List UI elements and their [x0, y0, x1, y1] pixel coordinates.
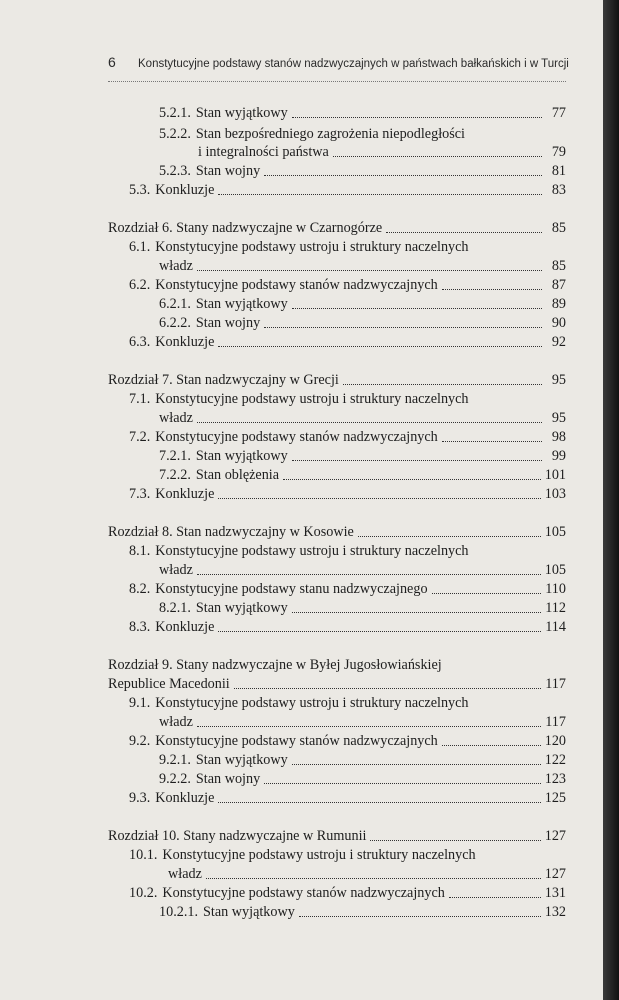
toc-entry: władz 95 — [159, 410, 566, 426]
toc-page: 92 — [551, 334, 566, 350]
toc-entry: 6.2.2. Stan wojny 90 — [159, 315, 566, 331]
toc-page: 103 — [544, 486, 566, 502]
toc-entry: 5.2.2. Stan bezpośredniego zagrożenia niepodległości — [159, 126, 465, 142]
toc-chapter: Republice Macedonii 117 — [108, 676, 566, 692]
toc-page: 77 — [551, 105, 566, 121]
toc-entry: 6.1. Konstytucyjne podstawy ustroju i struktury naczelnych — [129, 239, 469, 255]
toc-chapter: Rozdział 7. Stan nadzwyczajny w Grecji 95 — [108, 372, 566, 388]
toc-entry: 10.2. Konstytucyjne podstawy stanów nadzwyczajnych 131 — [129, 885, 566, 901]
dot-leader — [292, 612, 541, 613]
toc-page: 127 — [544, 866, 566, 882]
running-title: Konstytucyjne podstawy stanów nadzwyczajnych w państwach bałkańskich i w Turcji — [138, 58, 569, 70]
toc-page: 85 — [551, 258, 566, 274]
toc-page: 122 — [544, 752, 566, 768]
toc-entry: władz 85 — [159, 258, 566, 274]
toc-entry: 6.2.1. Stan wyjątkowy 89 — [159, 296, 566, 312]
toc-page: 117 — [545, 714, 566, 730]
dot-leader — [333, 156, 542, 157]
header-divider — [108, 81, 566, 82]
dot-leader — [218, 631, 541, 632]
toc-entry: 8.2. Konstytucyjne podstawy stanu nadzwyczajnego 110 — [129, 581, 566, 597]
toc-entry: władz 105 — [159, 562, 566, 578]
dot-leader — [234, 688, 541, 689]
dot-leader — [432, 593, 542, 594]
toc-entry: 8.1. Konstytucyjne podstawy ustroju i struktury naczelnych — [129, 543, 469, 559]
toc-page: 114 — [545, 619, 566, 635]
toc-chapter: Rozdział 6. Stany nadzwyczajne w Czarnogórze 85 — [108, 220, 566, 236]
toc-page: 81 — [551, 163, 566, 179]
toc-chapter: Rozdział 8. Stan nadzwyczajny w Kosowie 105 — [108, 524, 566, 540]
toc-entry: 7.2.2. Stan oblężenia 101 — [159, 467, 566, 483]
toc-page: 131 — [544, 885, 566, 901]
dot-leader — [264, 783, 541, 784]
dot-leader — [218, 346, 542, 347]
dot-leader — [264, 327, 542, 328]
dot-leader — [197, 270, 542, 271]
dot-leader — [197, 574, 541, 575]
toc-page: 123 — [544, 771, 566, 787]
toc-entry: 9.2.2. Stan wojny 123 — [159, 771, 566, 787]
dot-leader — [449, 897, 541, 898]
toc-entry: 9.3. Konkluzje 125 — [129, 790, 566, 806]
toc-entry: 7.2. Konstytucyjne podstawy stanów nadzwyczajnych 98 — [129, 429, 566, 445]
dot-leader — [218, 802, 540, 803]
dot-leader — [264, 175, 542, 176]
toc-page: 105 — [544, 562, 566, 578]
dot-leader — [292, 460, 542, 461]
dot-leader — [197, 726, 541, 727]
toc-page: 110 — [545, 581, 566, 597]
dot-leader — [442, 745, 541, 746]
toc-entry: władz 127 — [168, 866, 566, 882]
toc-page: 120 — [544, 733, 566, 749]
toc-page: 89 — [551, 296, 566, 312]
dot-leader — [218, 194, 542, 195]
toc-page: 79 — [551, 144, 566, 160]
dot-leader — [292, 308, 542, 309]
toc-chapter: Rozdział 10. Stany nadzwyczajne w Rumunii 127 — [108, 828, 566, 844]
toc-entry: władz 117 — [159, 714, 566, 730]
book-edge — [603, 0, 619, 1000]
toc-page: 127 — [544, 828, 566, 844]
dot-leader — [442, 289, 542, 290]
toc-page: 132 — [544, 904, 566, 920]
toc-page: 117 — [545, 676, 566, 692]
dot-leader — [283, 479, 541, 480]
toc-entry: 6.3. Konkluzje 92 — [129, 334, 566, 350]
dot-leader — [292, 764, 541, 765]
toc-chapter: Rozdział 9. Stany nadzwyczajne w Byłej Jugosłowiańskiej — [108, 657, 442, 673]
toc-entry: 5.3. Konkluzje 83 — [129, 182, 566, 198]
toc-entry: i integralności państwa 79 — [198, 144, 566, 160]
toc-page: 90 — [551, 315, 566, 331]
toc-page: 85 — [551, 220, 566, 236]
toc-page: 83 — [551, 182, 566, 198]
toc-entry: 7.1. Konstytucyjne podstawy ustroju i struktury naczelnych — [129, 391, 469, 407]
dot-leader — [386, 232, 542, 233]
toc-page: 98 — [551, 429, 566, 445]
dot-leader — [299, 916, 541, 917]
toc-page: 112 — [545, 600, 566, 616]
dot-leader — [218, 498, 540, 499]
toc-entry: 7.3. Konkluzje 103 — [129, 486, 566, 502]
toc-entry: 7.2.1. Stan wyjątkowy 99 — [159, 448, 566, 464]
toc-page: 105 — [544, 524, 566, 540]
toc-entry: 6.2. Konstytucyjne podstawy stanów nadzwyczajnych 87 — [129, 277, 566, 293]
toc-page: 125 — [544, 790, 566, 806]
toc-page: 99 — [551, 448, 566, 464]
toc-entry: 8.3. Konkluzje 114 — [129, 619, 566, 635]
toc-page: 87 — [551, 277, 566, 293]
toc-page: 95 — [551, 372, 566, 388]
dot-leader — [292, 117, 542, 118]
toc-entry: 9.2.1. Stan wyjątkowy 122 — [159, 752, 566, 768]
dot-leader — [442, 441, 542, 442]
dot-leader — [197, 422, 542, 423]
toc-entry: 9.2. Konstytucyjne podstawy stanów nadzwyczajnych 120 — [129, 733, 566, 749]
toc-entry: 5.2.1. Stan wyjątkowy 77 — [159, 105, 566, 121]
dot-leader — [343, 384, 542, 385]
dot-leader — [370, 840, 540, 841]
running-header — [108, 54, 569, 70]
toc-entry: 10.1. Konstytucyjne podstawy ustroju i struktury naczelnych — [129, 847, 476, 863]
toc-page: 101 — [544, 467, 566, 483]
toc-entry: 5.2.3. Stan wojny 81 — [159, 163, 566, 179]
page-number: 6 — [108, 54, 116, 70]
dot-leader — [206, 878, 541, 879]
toc-entry: 8.2.1. Stan wyjątkowy 112 — [159, 600, 566, 616]
dot-leader — [358, 536, 541, 537]
toc-page: 95 — [551, 410, 566, 426]
toc-entry: 9.1. Konstytucyjne podstawy ustroju i struktury naczelnych — [129, 695, 469, 711]
toc-entry: 10.2.1. Stan wyjątkowy 132 — [159, 904, 566, 920]
